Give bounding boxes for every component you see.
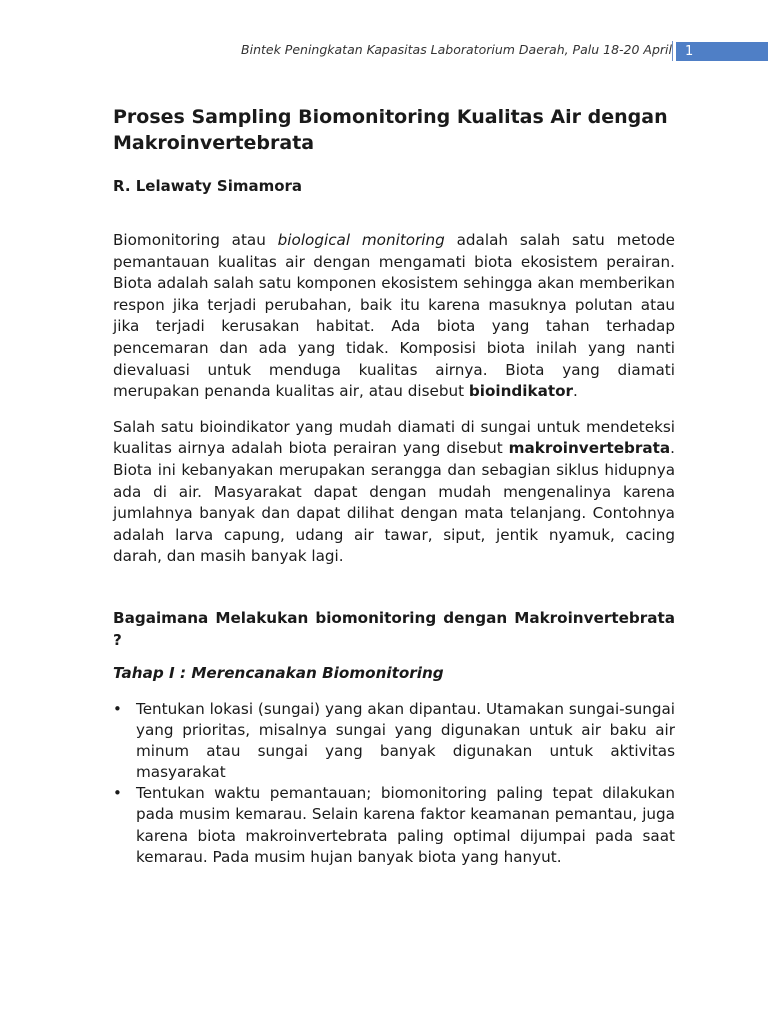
paragraph-bioindicator-text-1: Salah satu bioindikator yang mudah diamati di sungai untuk mendeteksi kualitas airnya adalah biota perairan yang disebut: [113, 417, 675, 458]
list-item: [113, 783, 675, 869]
paragraph-intro-text-2: adalah salah satu metode pemantauan kualitas air dengan mengamati biota ekosistem perairan. Biota adalah salah satu komponen ekosistem sehingga akan memberikan respon jika terjadi perubahan, baik itu karena masuknya polutan atau jika terjadi kerusakan habitat. Ada biota yang tahan terhadap pencemaran dan ada yang tidak. Komposisi biota inilah yang nanti dievaluasi untuk menduga kualitas airnya. Biota yang diamati merupakan penanda kualitas air, atau disebut: [113, 231, 675, 401]
list-item-text: Tentukan waktu pemantauan; biomonitoring paling tepat dilakukan pada musim kemarau. Selain karena faktor keamanan pemantau, juga karena biota makroinvertebrata paling optimal dijumpai pada saat kemarau. Pada musim hujan banyak biota yang hanyut.: [136, 783, 675, 867]
bullet-icon: •: [113, 783, 122, 802]
paragraph-bioindicator-text-2: . Biota ini kebanyakan merupakan serangga dan sebagian siklus hidupnya ada di air. Masyarakat dapat dengan mudah mengenalinya karena jumlahnya banyak dan dapat dilihat dengan mata telanjang. Contohnya adalah larva capung, udang air tawar, siput, jentik nyamuk, cacing darah, dan masih banyak lagi.: [113, 439, 675, 566]
header-divider: [672, 41, 673, 61]
paragraph-intro: [113, 230, 675, 403]
paragraph-intro-text-1: Biomonitoring atau: [113, 231, 278, 249]
section-subheading: Bagaimana Melakukan biomonitoring dengan Makroinvertebrata ?: [113, 608, 675, 649]
page-header: [0, 41, 768, 61]
page-number-badge: 1: [676, 42, 768, 61]
list-item: [113, 699, 675, 783]
paragraph-intro-italic: biological monitoring: [277, 231, 445, 249]
list-item-text: Tentukan lokasi (sungai) yang akan dipantau. Utamakan sungai-sungai yang prioritas, misalnya sungai yang digunakan untuk air baku air minum atau sungai yang banyak digunakan untuk aktivitas masyarakat: [136, 699, 675, 781]
bullet-icon: •: [113, 699, 122, 718]
bullet-list: [113, 699, 675, 869]
header-text: Bintek Peningkatan Kapasitas Laboratorium Daerah, Palu 18-20 April: [241, 42, 672, 57]
paragraph-bioindicator-bold: makroinvertebrata: [508, 439, 671, 458]
paragraph-intro-text-3: .: [573, 382, 578, 401]
document-body: [113, 104, 675, 869]
paragraph-intro-bold: bioindikator: [468, 382, 574, 401]
document-title: Proses Sampling Biomonitoring Kualitas Air dengan Makroinvertebrata: [113, 106, 668, 154]
paragraph-bioindicator: [113, 417, 675, 568]
stage-heading: Tahap I : Merencanakan Biomonitoring: [113, 664, 444, 683]
author-name: R. Lelawaty Simamora: [113, 177, 303, 195]
